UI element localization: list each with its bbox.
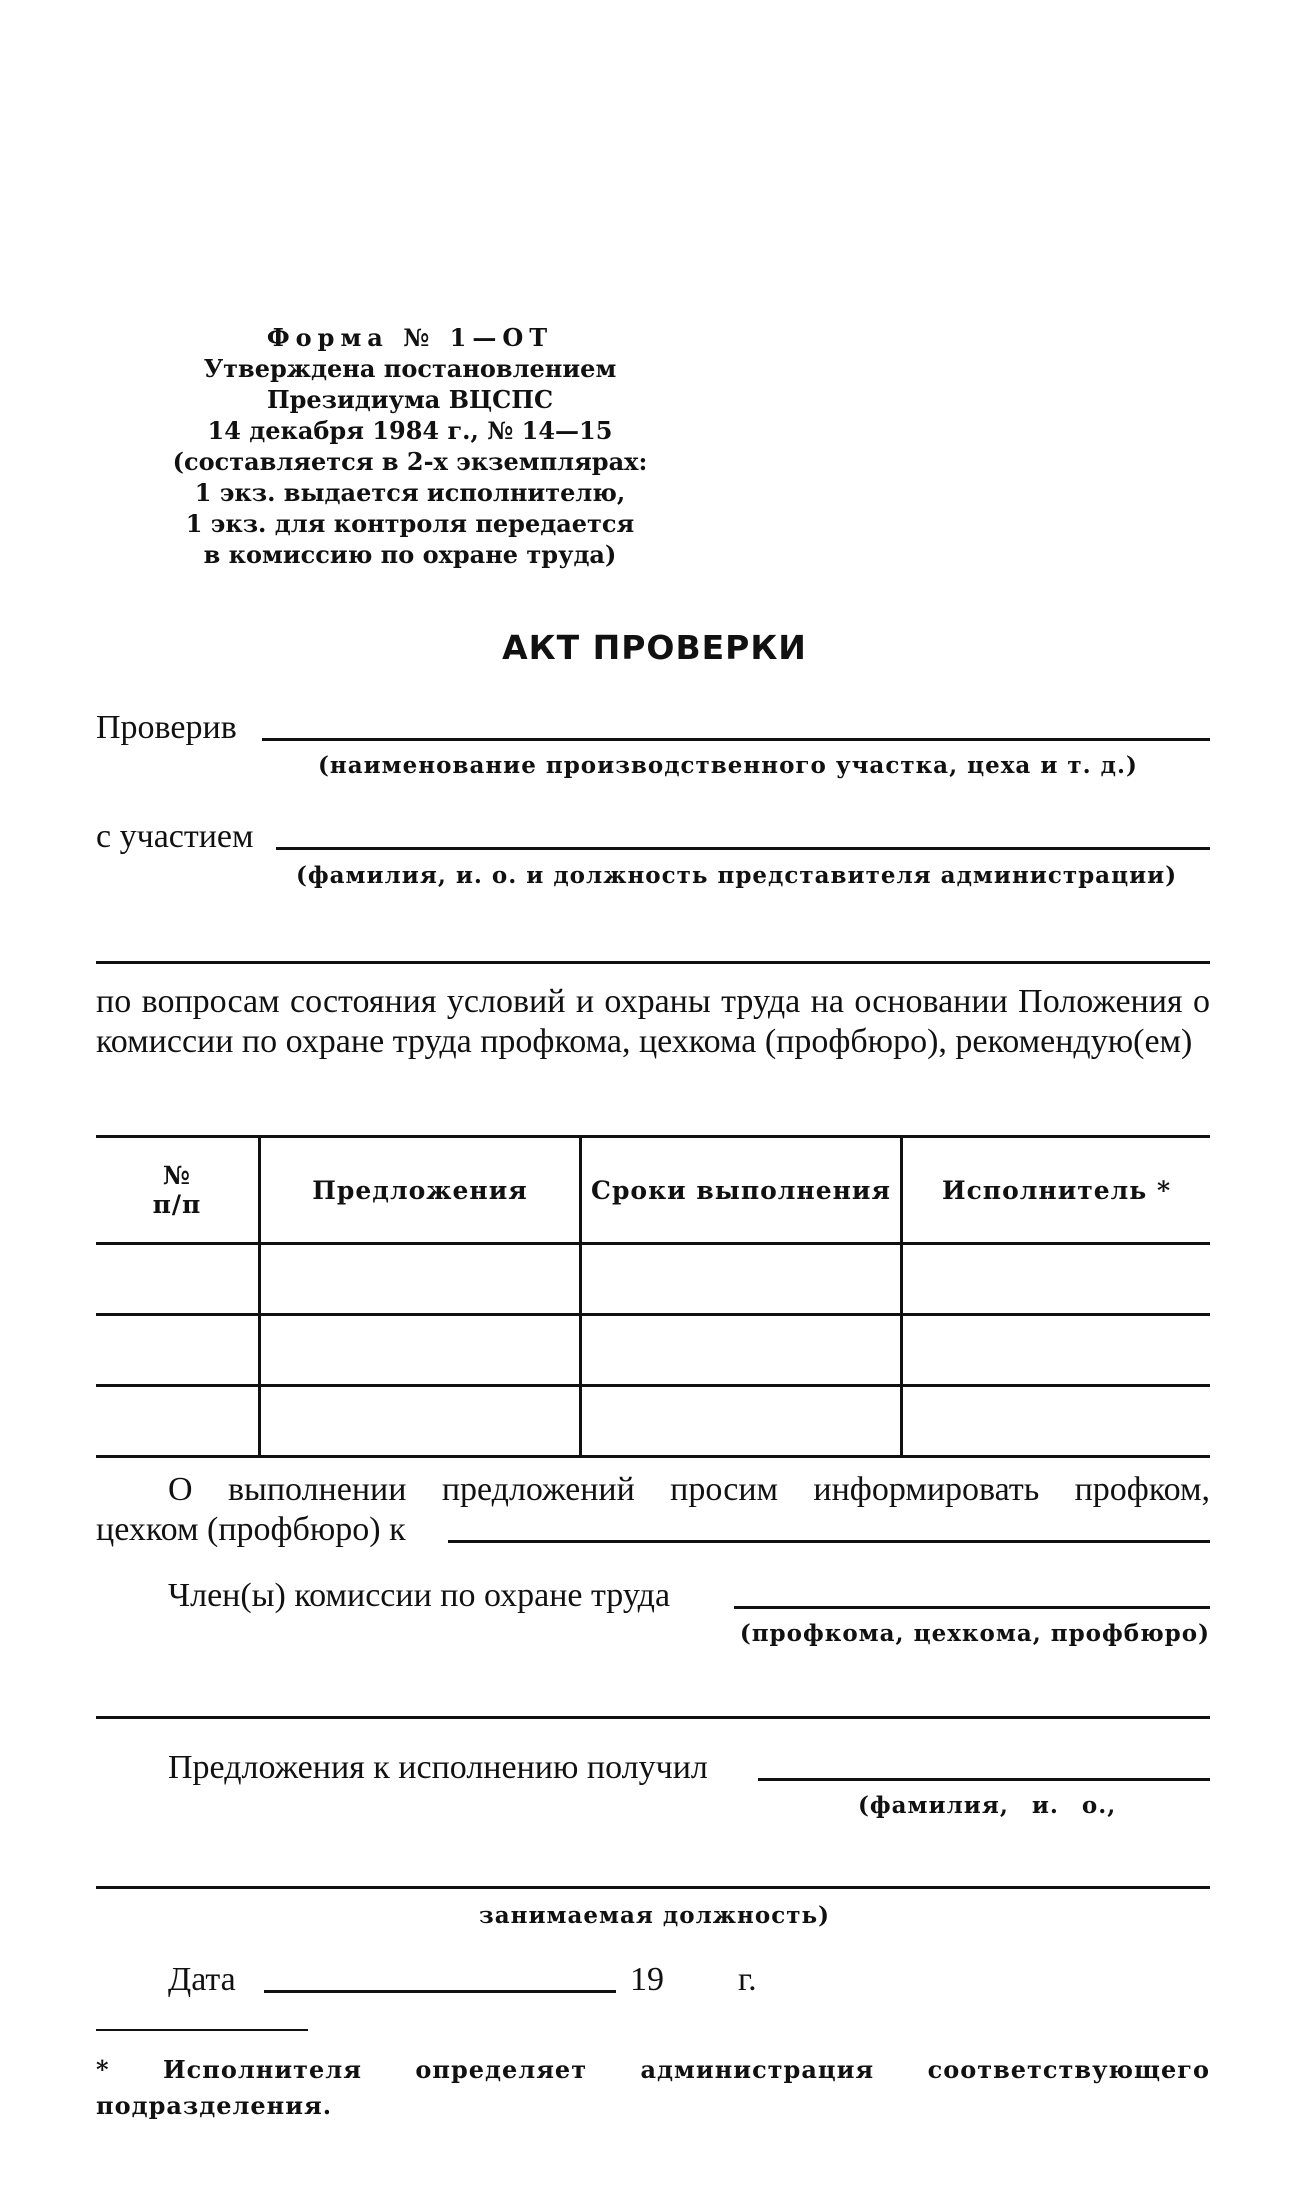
- participation-field-line[interactable]: [276, 847, 1210, 850]
- approved-line: Утверждена постановлением: [203, 354, 617, 383]
- form-number: Форма № 1—ОТ: [266, 323, 554, 352]
- form-header: [140, 322, 680, 570]
- participation-label: с участием: [96, 818, 254, 855]
- table-header-row: [96, 1137, 1210, 1244]
- received-continuation-line[interactable]: [96, 1886, 1210, 1889]
- inform-date-line[interactable]: [448, 1540, 1210, 1543]
- date-label: Дата: [168, 1961, 236, 1998]
- table-row: [96, 1386, 1210, 1457]
- checked-caption: (наименование производственного участка, цеха и т. д.): [318, 752, 1138, 779]
- copies-line-4: в комиссию по охране труда): [203, 540, 617, 569]
- date-field-line[interactable]: [264, 1990, 616, 1993]
- participation-continuation-line[interactable]: [96, 961, 1210, 964]
- date-number-line: 14 декабря 1984 г., № 14—15: [207, 416, 613, 445]
- checked-label: Проверив: [96, 709, 237, 746]
- table-cell[interactable]: [902, 1244, 1211, 1315]
- table-cell[interactable]: [902, 1315, 1211, 1386]
- members-caption: (профкома, цехкома, профбюро): [739, 1620, 1210, 1647]
- received-field-line[interactable]: [758, 1778, 1210, 1781]
- table-cell[interactable]: [260, 1386, 581, 1457]
- checked-field-line[interactable]: [262, 738, 1210, 741]
- members-field-line[interactable]: [734, 1606, 1210, 1609]
- copies-line-1: (составляется в 2-х экземплярах:: [172, 447, 648, 476]
- header-number-pp: п/п: [152, 1190, 202, 1219]
- header-deadlines: Сроки выполнения: [581, 1137, 902, 1244]
- copies-line-2: 1 экз. выдается исполнителю,: [194, 478, 626, 507]
- members-label: Член(ы) комиссии по охране труда: [168, 1577, 671, 1614]
- header-number-sign: №: [162, 1161, 192, 1190]
- table-cell[interactable]: [96, 1315, 260, 1386]
- received-caption-2: занимаемая должность): [479, 1902, 830, 1929]
- date-year-prefix: 19: [630, 1961, 664, 1998]
- received-caption-1: (фамилия, и. о.,: [858, 1792, 1117, 1819]
- inform-line-1: О выполнении предложений просим информировать профком,: [168, 1471, 1210, 1508]
- proposals-table: [96, 1135, 1210, 1458]
- header-number: [96, 1137, 260, 1244]
- received-label: Предложения к исполнению получил: [168, 1749, 708, 1786]
- intro-paragraph: по вопросам состояния условий и охраны труда на основании Положения о комиссии по охране труда профкома, цехкома (профбюро), рекомендую(ем): [96, 983, 1210, 1060]
- table-cell[interactable]: [260, 1315, 581, 1386]
- date-year-suffix: г.: [738, 1961, 757, 1998]
- header-proposals: Предложения: [260, 1137, 581, 1244]
- copies-line-3: 1 экз. для контроля передается: [185, 509, 635, 538]
- table-cell[interactable]: [581, 1244, 902, 1315]
- table-row: [96, 1244, 1210, 1315]
- table-cell[interactable]: [581, 1315, 902, 1386]
- table-cell[interactable]: [260, 1244, 581, 1315]
- table-cell[interactable]: [96, 1386, 260, 1457]
- table-cell[interactable]: [581, 1386, 902, 1457]
- inform-line-2-label: цехком (профбюро) к: [96, 1511, 406, 1548]
- presidium-line: Президиума ВЦСПС: [266, 385, 554, 414]
- document-title: АКТ ПРОВЕРКИ: [502, 628, 807, 667]
- footnote: * Исполнителя определяет администрация соответствующего подразделения.: [96, 2055, 1210, 2120]
- table-row: [96, 1315, 1210, 1386]
- table-cell[interactable]: [96, 1244, 260, 1315]
- participation-caption: (фамилия, и. о. и должность представителя администрации): [296, 862, 1178, 889]
- footnote-divider: [96, 2029, 308, 2031]
- table-cell[interactable]: [902, 1386, 1211, 1457]
- members-continuation-line[interactable]: [96, 1716, 1210, 1719]
- header-executor: Исполнитель *: [902, 1137, 1211, 1244]
